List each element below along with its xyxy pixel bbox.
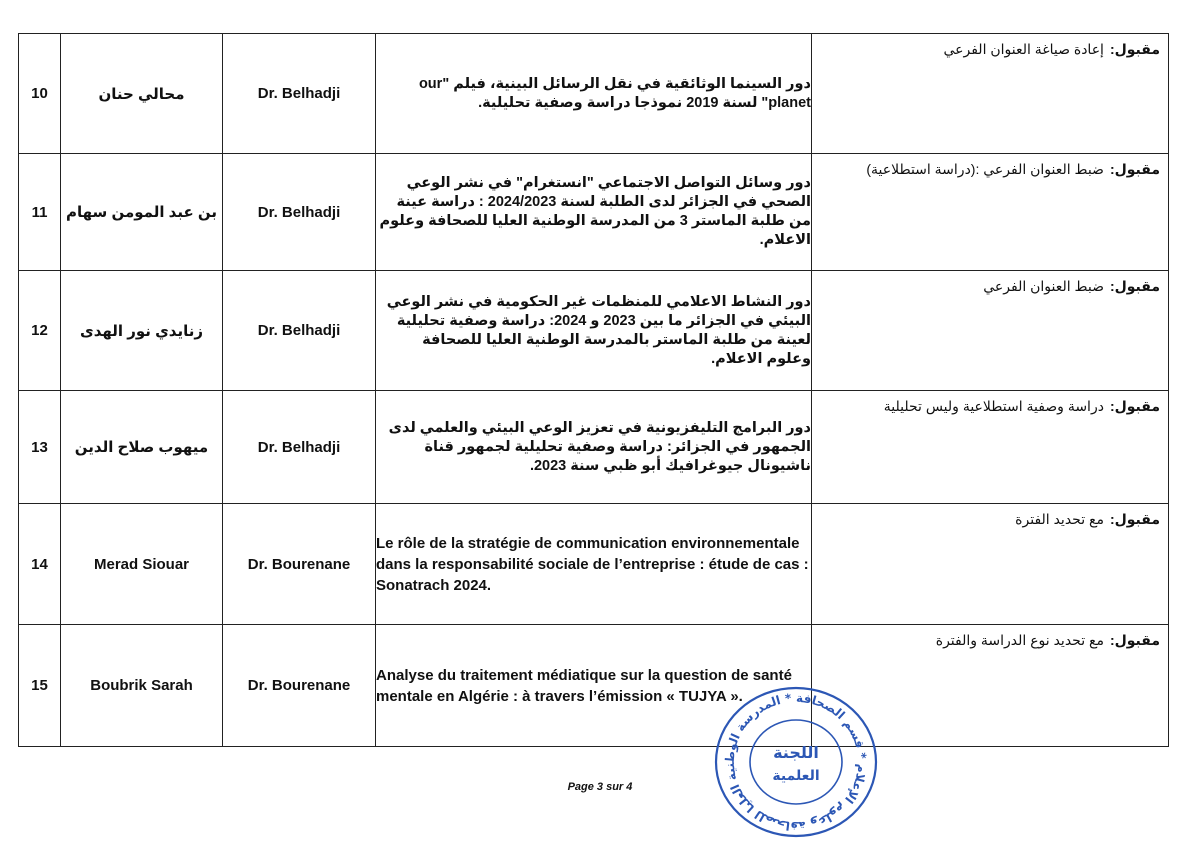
supervisor-name: Dr. Belhadji [223, 271, 376, 391]
student-name: Merad Siouar [61, 504, 223, 625]
stamp-center-line1: اللجنة [773, 743, 819, 762]
decision-cell [812, 154, 1169, 271]
table-row [19, 154, 1169, 271]
decision-note: مع تحديد الفترة [1015, 511, 1104, 527]
supervisor-name: Dr. Belhadji [223, 154, 376, 271]
student-name: بن عبد المومن سهام [61, 154, 223, 271]
supervisor-name: Dr. Bourenane [223, 504, 376, 625]
institution-stamp [712, 684, 880, 840]
thesis-title: دور السينما الوثائقية في نقل الرسائل البينية، فيلم "our planet" لسنة 2019 نموذجا دراسة وصفية تحليلية. [376, 34, 812, 154]
decision-cell [812, 391, 1169, 504]
decision-note: مع تحديد نوع الدراسة والفترة [935, 632, 1104, 648]
table-row [19, 504, 1169, 625]
supervisor-name: Dr. Belhadji [223, 34, 376, 154]
decision-label: مقبول: [1109, 632, 1160, 648]
decision-note: دراسة وصفية استطلاعية وليس تحليلية [883, 398, 1104, 414]
table-row [19, 625, 1169, 747]
row-number: 12 [19, 271, 61, 391]
decision-note: ضبط العنوان الفرعي [983, 278, 1104, 294]
supervisor-name: Dr. Bourenane [223, 625, 376, 747]
supervisor-name: Dr. Belhadji [223, 391, 376, 504]
decision-cell [812, 34, 1169, 154]
decision-cell [812, 504, 1169, 625]
row-number: 14 [19, 504, 61, 625]
theses-table [18, 33, 1169, 747]
table-row [19, 34, 1169, 154]
decision-label: مقبول: [1109, 398, 1160, 414]
table-row [19, 271, 1169, 391]
row-number: 10 [19, 34, 61, 154]
decision-label: مقبول: [1109, 41, 1160, 57]
student-name: ميهوب صلاح الدين [61, 391, 223, 504]
row-number: 11 [19, 154, 61, 271]
thesis-title: Le rôle de la stratégie de communication environnementale dans la responsabilité sociale de l’entreprise : étude de cas : Sonatrach 2024. [376, 504, 812, 625]
decision-note: ضبط العنوان الفرعي :(دراسة استطلاعية) [866, 161, 1104, 177]
thesis-title: دور البرامج التليفزيونية في تعزيز الوعي البيئي والعلمي لدى الجمهور في الجزائر: دراسة وصفية تحليلية لجمهور قناة ناشيونال جيوغرافيك أبو ظبي سنة 2023. [376, 391, 812, 504]
thesis-title: Analyse du traitement médiatique sur la question de santé mentale en Algérie : à travers l’émission « TUJYA ». [376, 625, 812, 747]
stamp-center-line2: العلمية [772, 768, 820, 784]
thesis-title: دور النشاط الاعلامي للمنظمات غير الحكومية في نشر الوعي البيئي في الجزائر ما بين 2023 و 2024: دراسة وصفية تحليلية لعينة من طلبة الماستر بالمدرسة الوطنية العليا للصحافة وعلوم الاعلام. [376, 271, 812, 391]
thesis-title: دور وسائل التواصل الاجتماعي "انستغرام" في نشر الوعي الصحي في الجزائر لدى الطلبة لسنة 2024/2023 : دراسة عينة من طلبة الماستر 3 من المدرسة الوطنية العليا للصحافة وعلوم الاعلام. [376, 154, 812, 271]
decision-cell [812, 271, 1169, 391]
decision-label: مقبول: [1109, 511, 1160, 527]
student-name: محالي حنان [61, 34, 223, 154]
row-number: 15 [19, 625, 61, 747]
stamp-ring-text: المدرسة الوطنية العليا للصحافة وعلوم الإعلام * قسم الصحافة * [722, 690, 870, 834]
decision-label: مقبول: [1109, 278, 1160, 294]
student-name: Boubrik Sarah [61, 625, 223, 747]
page-footer: Page 3 sur 4 [567, 781, 633, 793]
decision-label: مقبول: [1109, 161, 1160, 177]
stamp-outer-ring [716, 688, 876, 836]
student-name: زنايدي نور الهدى [61, 271, 223, 391]
decision-note: إعادة صياغة العنوان الفرعي [943, 41, 1104, 57]
table-row [19, 391, 1169, 504]
row-number: 13 [19, 391, 61, 504]
stamp-inner-ring [750, 720, 842, 804]
